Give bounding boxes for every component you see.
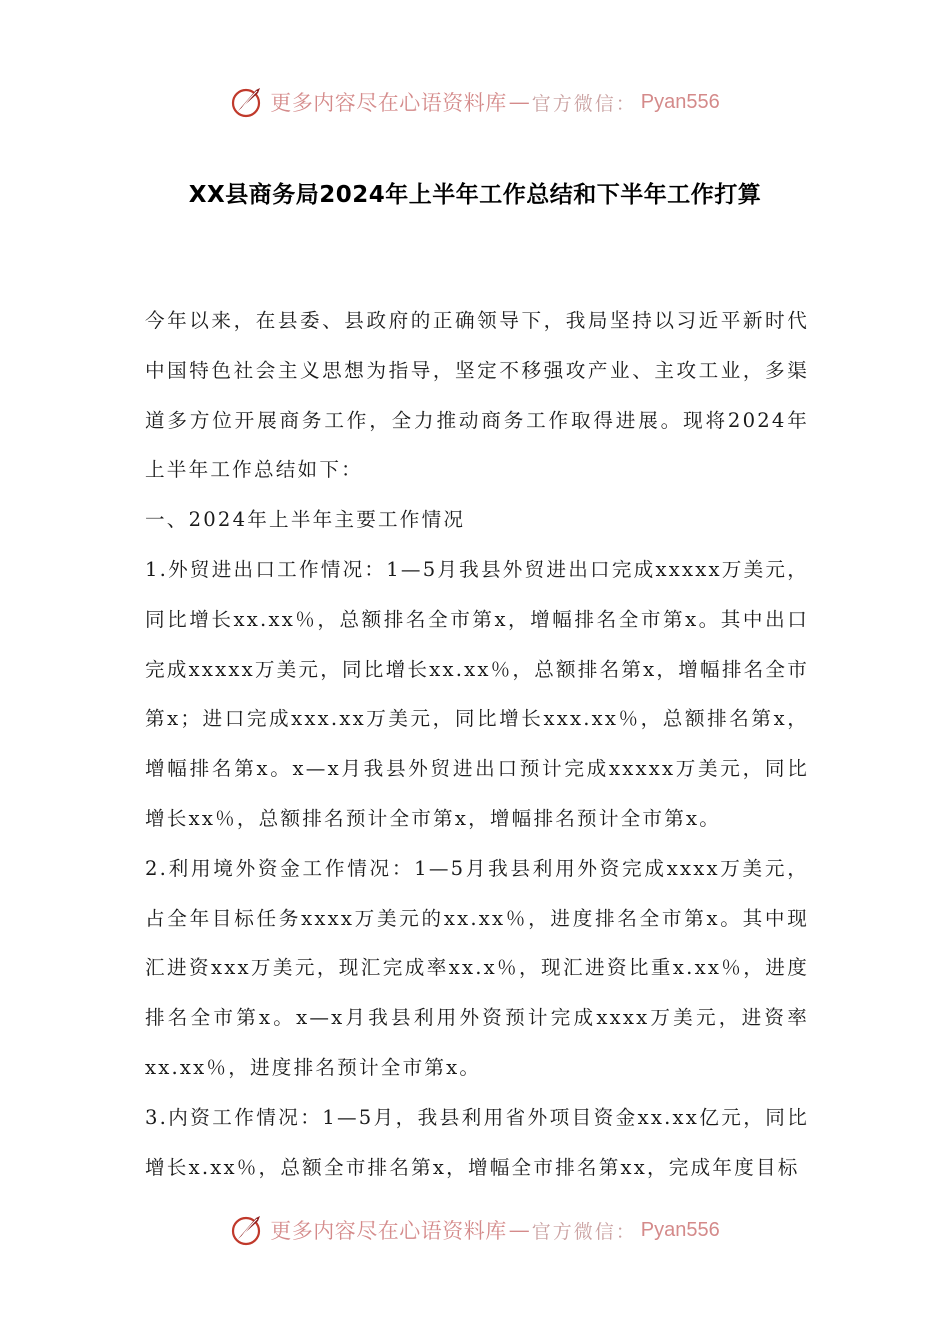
document-body bbox=[145, 296, 809, 1192]
foreign-trade-paragraph: 1.外贸进出口工作情况：1—5月我县外贸进出口完成xxxxx万美元，同比增长xx.xx％，总额排名全市第x，增幅排名全市第x。其中出口完成xxxxx万美元，同比增长xx.xx％，总额排名第x，增幅排名全市第x；进口完成xxx.xx万美元，同比增长xxx.xx％，总额排名第x，增幅排名第x。x—x月我县外贸进出口预计完成xxxxx万美元，同比增长xx％，总额排名预计全市第x，增幅排名预计全市第x。 bbox=[145, 557, 809, 830]
watermark-header bbox=[0, 82, 950, 122]
watermark-id: Pyan556 bbox=[640, 1218, 720, 1241]
watermark-id: Pyan556 bbox=[640, 90, 720, 113]
intro-paragraph: 今年以来，在县委、县政府的正确领导下，我局坚持以习近平新时代中国特色社会主义思想为指导，坚定不移强攻产业、主攻工业，多渠道多方位开展商务工作，全力推动商务工作取得进展。现将2024年上半年工作总结如下： bbox=[145, 309, 809, 482]
quill-logo-icon bbox=[230, 1212, 266, 1248]
section-heading: 一、2024年上半年主要工作情况 bbox=[145, 508, 466, 532]
domestic-capital-paragraph: 3.内资工作情况：1—5月，我县利用省外项目资金xx.xx亿元，同比增长x.xx％，总额全市排名第x，增幅全市排名第xx，完成年度目标 bbox=[145, 1105, 809, 1179]
foreign-capital-paragraph: 2.利用境外资金工作情况：1—5月我县利用外资完成xxxx万美元，占全年目标任务xxxx万美元的xx.xx％，进度排名全市第x。其中现汇进资xxx万美元，现汇完成率xx.x％，现汇进资比重x.xx％，进度排名全市第x。x—x月我县利用外资预计完成xxxx万美元，进资率xx.xx％，进度排名预计全市第x。 bbox=[145, 856, 809, 1079]
watermark-label: 官方微信： bbox=[531, 1220, 637, 1243]
watermark-text: 更多内容尽在心语资料库 bbox=[270, 91, 507, 115]
watermark-footer bbox=[0, 1210, 950, 1250]
watermark-separator: — bbox=[508, 90, 530, 114]
watermark-label: 官方微信： bbox=[531, 92, 637, 115]
quill-logo-icon bbox=[230, 84, 266, 120]
watermark-text: 更多内容尽在心语资料库 bbox=[270, 1219, 507, 1243]
document-title: XX县商务局2024年上半年工作总结和下半年工作打算 bbox=[188, 182, 762, 208]
watermark-separator: — bbox=[508, 1218, 530, 1242]
